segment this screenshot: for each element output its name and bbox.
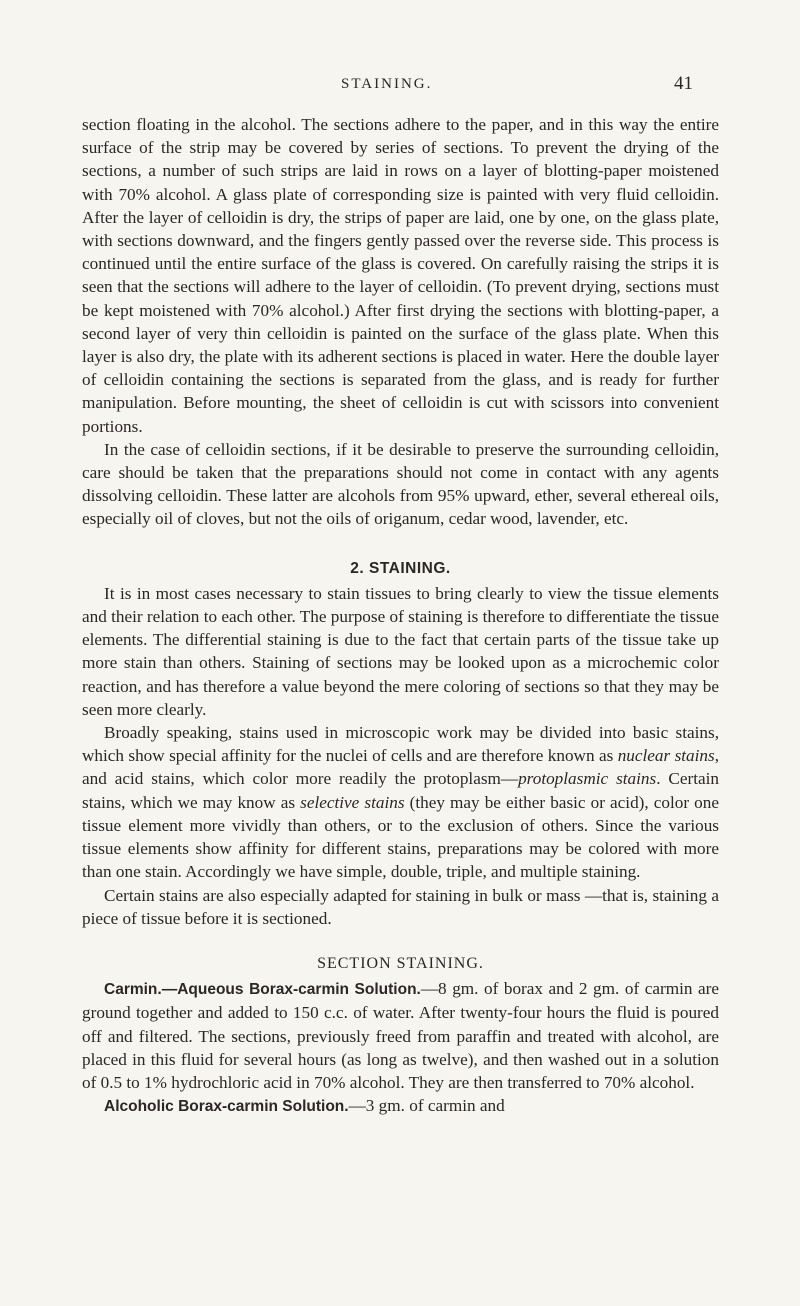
paragraph-alcoholic-borax-carmin [82,1094,719,1118]
page-number: 41 [674,73,693,94]
paragraph-stain-types [82,721,719,883]
aqueous-borax-carmin-text: —8 gm. of borax and 2 gm. of carmin are ground together and added to 150 c.c. of water. After twenty-four hours the fluid is poured off and filtered. The sections, previously freed from paraffin and treated with alcohol, are placed in this fluid for several hours (as long as twelve), and then washed out in a solution of 0.5 to 1% hydrochloric acid in 70% alcohol. They are then transferred to 70% alcohol. [82,979,719,1092]
selective-stains-term: selective stains [300,792,405,812]
stain-types-text-1: Broadly speaking, stains used in microscopic work may be divided into basic stains, which show special affinity for the nuclei of cells and are therefore known as [82,723,719,766]
stain-types-text-2: , and acid stains, which color more readily the protoplasm— [82,746,720,789]
stain-types-text-4: (they may be either basic or acid), color one tissue element more vividly than others, or to the exclusion of others. Since the various tissue elements show affinity for different stains, preparations may be colored with more than one stain. Accordingly we have simple, double, triple, and multiple staining. [82,792,719,882]
section-heading-section-staining: SECTION STAINING. [317,954,484,972]
paragraph-continued: section floating in the alcohol. The sections adhere to the paper, and in this way the entire surface of the strip may be covered by series of sections. To prevent the drying of the sections, a number of such strips are laid in rows on a layer of blotting-paper moistened with 70% alcohol. A glass plate of corresponding size is painted with very fluid celloidin. After the layer of celloidin is dry, the strips of paper are laid, one by one, on the glass plate, with sections downward, and the fingers gently passed over the reverse side. This process is continued until the entire surface of the glass is covered. On carefully raising the strips it is seen that the sections will adhere to the layer of celloidin. (To prevent drying, sections must be kept moistened with 70% alcohol.) After first drying the sections with blotting-paper, a second layer of very thin celloidin is painted on the surface of the glass plate. When this layer is also dry, the plate with its adherent sections is placed in water. Here the double layer of celloidin containing the sections is separated from the glass, and is ready for further manipulation. Before mounting, the sheet of celloidin is cut with scissors into convenient portions. [82,115,719,436]
paragraph-celloidin-preservation: In the case of celloidin sections, if it be desirable to preserve the surrounding celloidin, care should be taken that the preparations should not come in contact with any agents dissolving celloidin. These latter are alcohols from 95% upward, ether, several ethereal oils, especially oil of cloves, but not the oils of origanum, cedar wood, lavender, etc. [82,439,719,529]
alcoholic-borax-carmin-term: Alcoholic Borax-carmin Solution. [104,1098,349,1116]
paragraph-bulk-staining: Certain stains are also especially adapted for staining in bulk or mass —that is, staining a piece of tissue before it is sectioned. [82,885,719,928]
aqueous-borax-carmin-term: Carmin.—Aqueous Borax-carmin Solution. [104,981,421,999]
stain-types-text-3: . Certain stains, which we may know as [82,769,719,812]
section-heading-staining: 2. STAINING. [350,559,451,577]
nuclear-stains-term: nuclear stains [617,746,715,766]
paragraph-aqueous-borax-carmin [82,977,719,1094]
paragraph-staining-purpose: It is in most cases necessary to stain tissues to bring clearly to view the tissue elements and their relation to each other. The purpose of staining is therefore to differentiate the tissue elements. The differential staining is due to the fact that certain parts of the tissue take up more stain than others. Staining of sections may be looked upon as a microchemic color reaction, and has therefore a value beyond the mere coloring of sections so that they may be seen more clearly. [82,583,720,719]
body-text [82,113,719,1118]
protoplasmic-stains-term: protoplasmic stains [518,769,657,789]
running-title: STAINING. [341,76,433,92]
alcoholic-borax-carmin-text: —3 gm. of carmin and [348,1096,505,1116]
